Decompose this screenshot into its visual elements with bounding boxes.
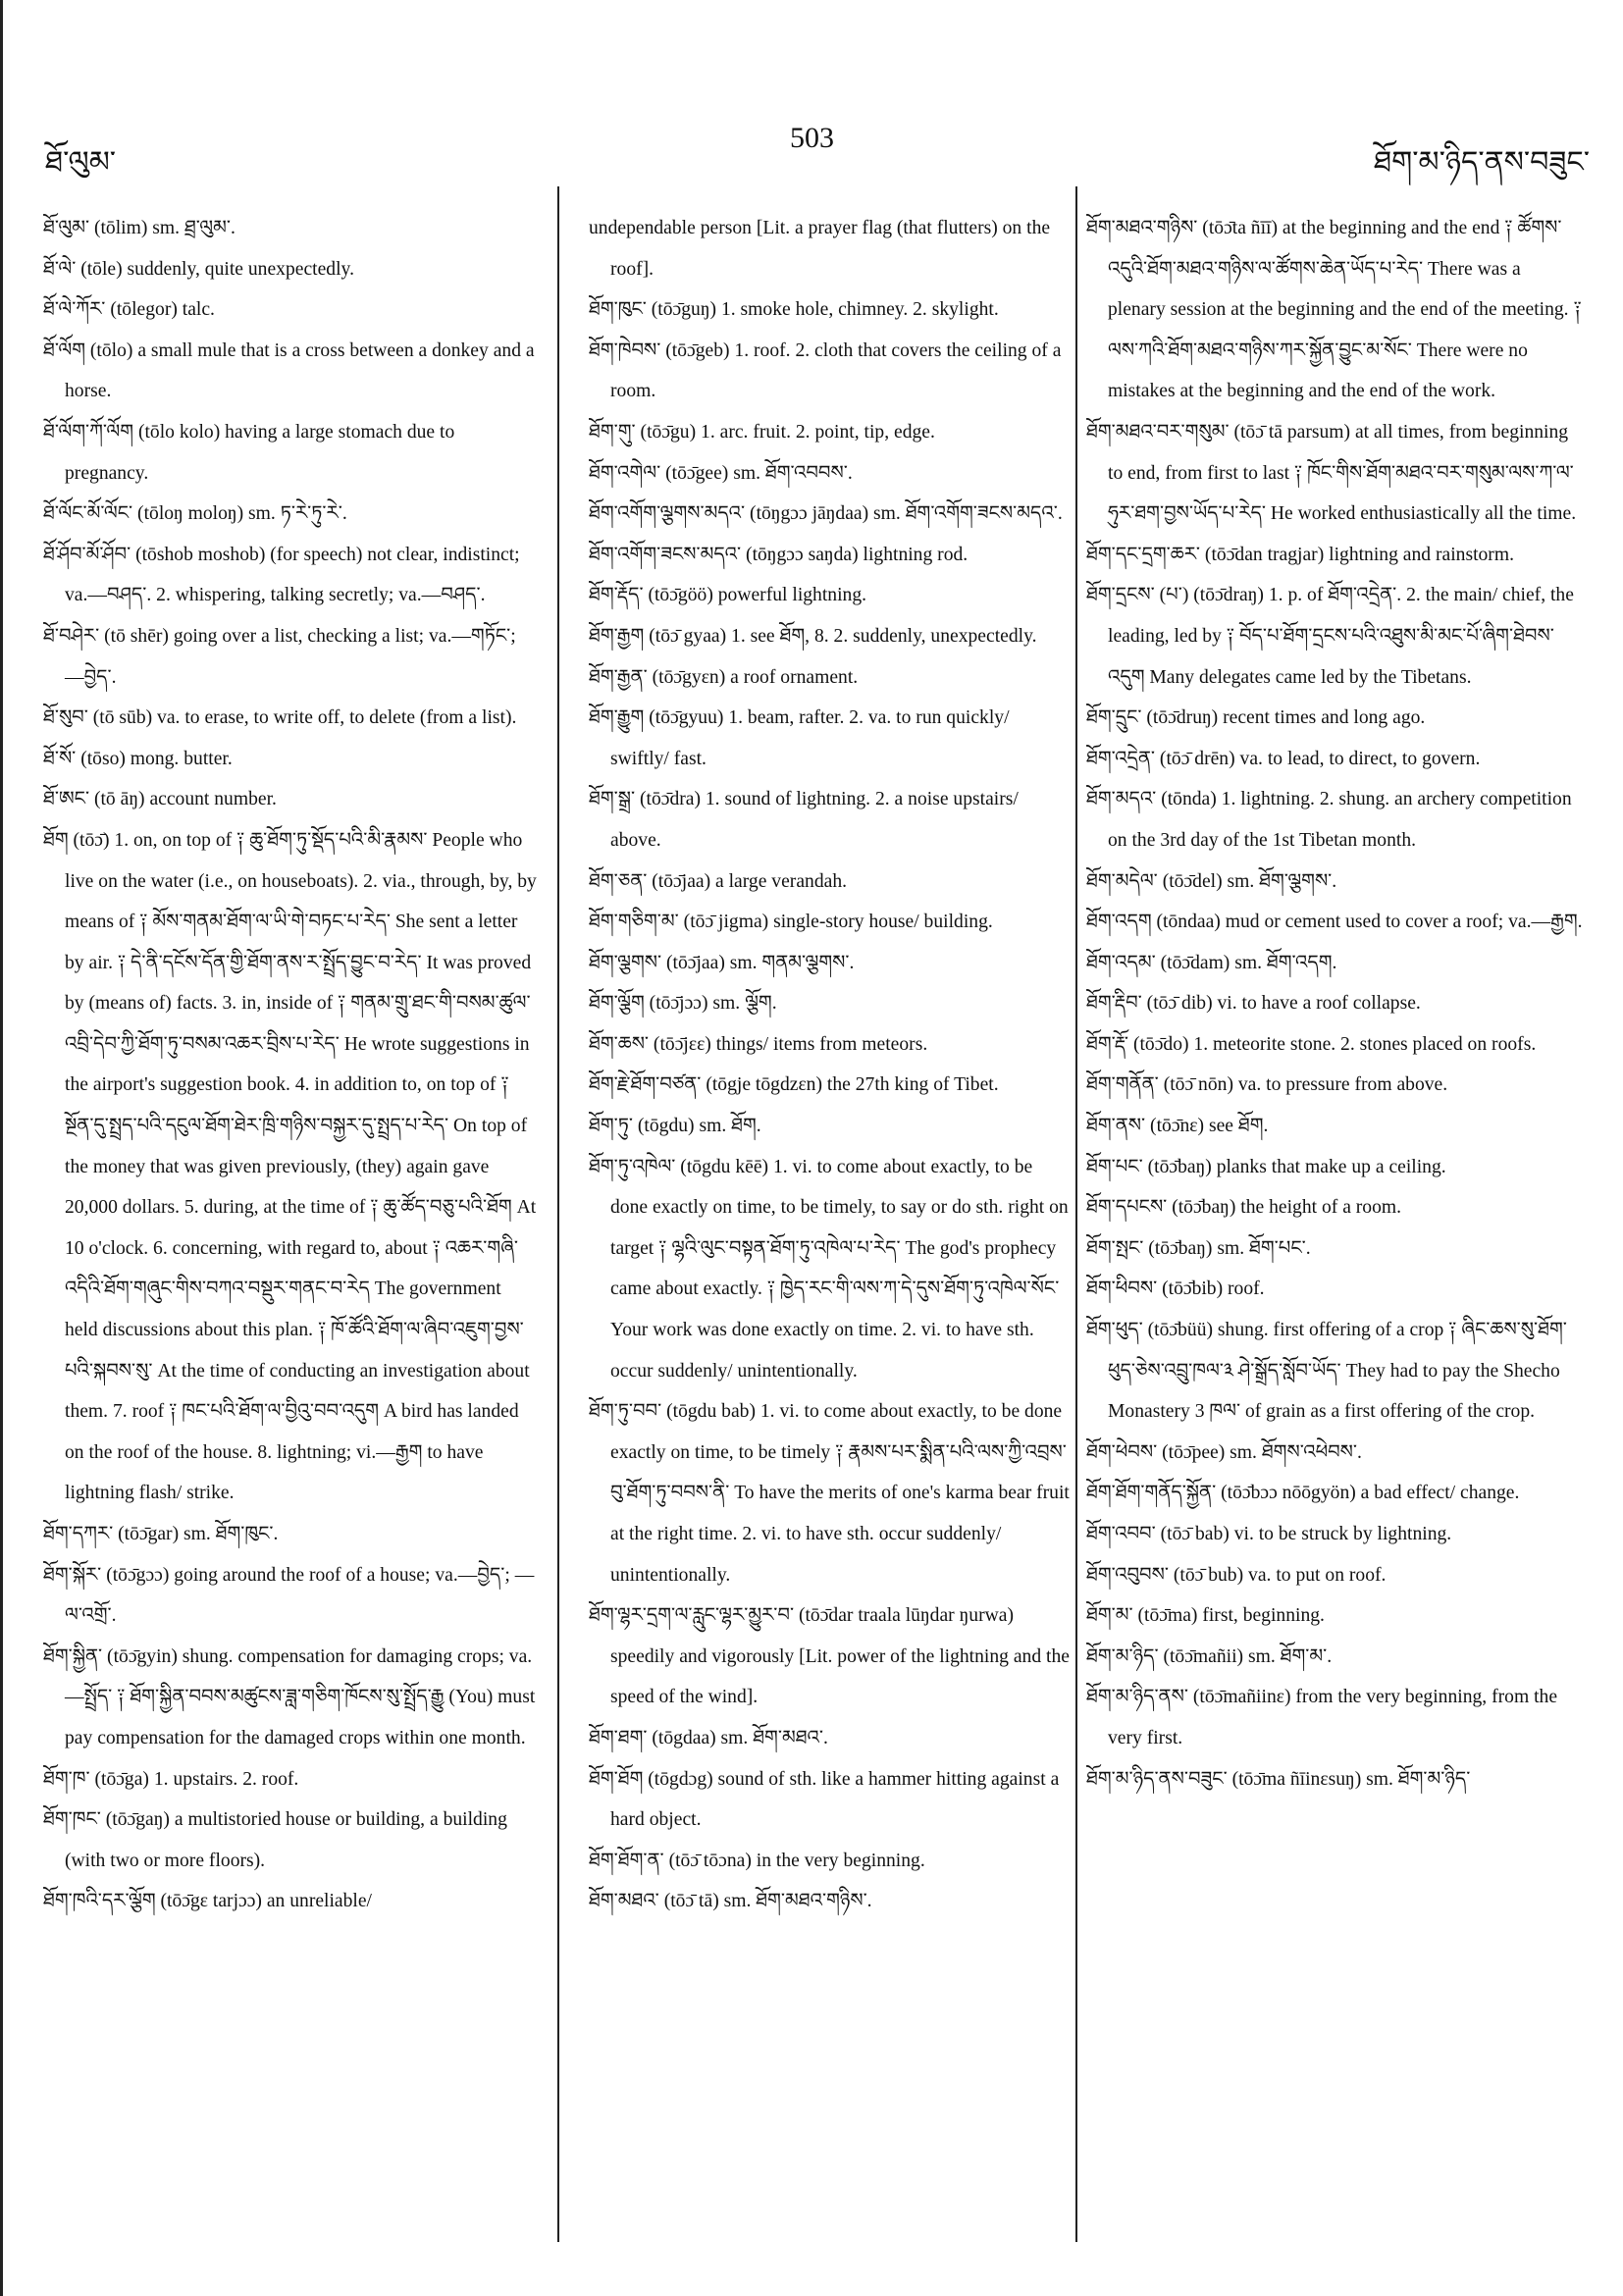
dictionary-entry: ཐོག་སྐོར་ (tōɔ̄gɔɔ) going around the roof of a house; va.—བྱེད་; —ལ་འགྲོ་. bbox=[43, 1564, 535, 1627]
dictionary-entry: ཐོག་ཐོག་ན་ (tōɔ̄ tōɔna) in the very beginning. bbox=[589, 1850, 925, 1871]
dictionary-entry: ཐོག་ཏུ་བབ་ (tōgdu bab) 1. vi. to come about exactly, to be done exactly on time, to be timely ༑ རྣམས་པར་སྨིན་པའི་ལས་ཀྱི་འབྲས་བུ་ཐོག་ཏུ་བབས་ནི་ To have the merits of one's karma bear fruit at the right time. 2. vi. to have sth. occur suddenly/ unintentionally. bbox=[589, 1401, 1070, 1586]
dictionary-entry: ཐོག (tōɔ̄) 1. on, on top of ༑ ཆུ་ཐོག་ཏུ་སྡོད་པའི་མི་རྣམས་ People who live on the water (i.e., on houseboats). 2. via., through, by, by means of ༑ མོས་གནམ་ཐོག་ལ་ཡི་གེ་བཏང་པ་རེད་ She sent a letter by air. ༑ དེ་ནི་དངོས་དོན་གྱི་ཐོག་ནས་ར་སྤྲོད་བྱུང་བ་རེད་ It was proved by (means of) facts. 3. in, inside of ༑ གནམ་གྲུ་ཐང་གི་བསམ་ཚུལ་འབྲི་དེབ་ཀྱི་ཐོག་ཏུ་བསམ་འཆར་བྲིས་པ་རེད་ He wrote suggestions in the airport's suggestion book. 4. in addition to, on top of ༑ སྔོན་དུ་སྤྲད་པའི་དངུལ་ཐོག་ཐེར་ཁྲི་གཉིས་བསྐྱར་དུ་སྤྲད་པ་རེད་ On top of the money that was given previously, (they) again gave 20,000 dollars. 5. during, at the time of ༑ ཆུ་ཚོད་བཅུ་པའི་ཐོག At 10 o'clock. 6. concerning, with regard to, about ༑ འཆར་གཞི་འདིའི་ཐོག་གཞུང་གིས་བཀའ་བསྡུར་གནང་བ་རེད The government held discussions about this plan. ༑ ཁོ་ཚོའི་ཐོག་ལ་ཞིབ་འཇུག་བྱས་པའི་སྐབས་སུ་ At the time of conducting an investigation about them. 7. roof ༑ ཁང་པའི་ཐོག་ལ་བྱིའུ་བབ་འདུག A bird has landed on the roof of the house. 8. lightning; vi.—རྒྱག to have lightning flash/ strike. bbox=[43, 829, 537, 1504]
dictionary-entry: ཐོག་རྡིབ་ (tōɔ̄ dib) vi. to have a roof collapse. bbox=[1086, 993, 1421, 1015]
dictionary-entry: ཐོག་གནོན་ (tōɔ̄ nōn) va. to pressure from above. bbox=[1086, 1074, 1448, 1096]
dictionary-entry: ཐོ་སོ་ (tōso) mong. butter. bbox=[43, 748, 233, 769]
dictionary-entry: ཐོག་འདག (tōndaa) mud or cement used to cover a roof; va.—རྒྱག. bbox=[1086, 912, 1583, 933]
dictionary-entry: ཐོག་འདམ་ (tōɔ̄dam) sm. ཐོག་འདག. bbox=[1086, 952, 1337, 973]
page-header bbox=[39, 118, 1590, 180]
dictionary-entry: ཐོག་ཏུ་འཁེལ་ (tōgdu kēē) 1. vi. to come about exactly, to be done exactly on time, to be timely, to say or do sth. right on target ༑ ལྷའི་ལུང་བསྟན་ཐོག་ཏུ་འཁེལ་པ་རེད་ The god's prophecy came about exactly. ༑ ཁྱེད་རང་གི་ལས་ཀ་དེ་དུས་ཐོག་ཏུ་འཁེལ་སོང་ Your work was done exactly on time. 2. vi. to have sth. occur suddenly/ unintentionally. bbox=[589, 1156, 1069, 1382]
dictionary-entry: ཐོག་དྲུང་ (tōɔ̄druŋ) recent times and long ago. bbox=[1086, 707, 1426, 729]
dictionary-entry: undependable person [Lit. a prayer flag (that flutters) on the roof]. bbox=[589, 218, 1051, 280]
dictionary-entry: ཐོ་སུབ་ (tō sūb) va. to erase, to write off, to delete (from a list). bbox=[43, 707, 517, 729]
dictionary-entry: ཐོག་གུ་ (tōɔ̄gu) 1. arc. fruit. 2. point, tip, edge. bbox=[589, 421, 935, 443]
dictionary-entry: ཐོག་དང་དྲག་ཆར་ (tōɔ̄dan tragjar) lightning and rainstorm. bbox=[1086, 544, 1514, 565]
dictionary-entry: ཐོ་ལོང་མོ་ལོང་ (tōloŋ moloŋ) sm. ཏ་རེ་ཏུ་རེ་. bbox=[43, 503, 347, 525]
left-guide-word: ཐོ་ལུམ་ bbox=[45, 145, 117, 180]
dictionary-entry: ཐོག་མ་ཉིད་ (tōɔ̄mañii) sm. ཐོག་མ་. bbox=[1086, 1645, 1333, 1667]
dictionary-entry: ཐོག་ཁང་ (tōɔ̄gaŋ) a multistoried house or building, a building (with two or more floors). bbox=[43, 1809, 507, 1871]
column-3 bbox=[1086, 208, 1583, 2278]
dictionary-entry: ཐོག་ཁའི་དར་ལྕོག (tōɔ̄gɛ tarjɔɔ) an unreliable/ bbox=[43, 1891, 373, 1912]
dictionary-entry: ཐོ་ལེ་ཀོར་ (tōlegor) talc. bbox=[43, 299, 215, 321]
dictionary-entry: ཐོག་དཔངས་ (tōɔ̄baŋ) the height of a room. bbox=[1086, 1197, 1402, 1219]
column-rule-2 bbox=[1075, 186, 1077, 2242]
page-number: 503 bbox=[790, 122, 834, 154]
dictionary-entry: ཐོ་ལོག་ཀོ་ལོག (tōlo kolo) having a large stomach due to pregnancy. bbox=[43, 421, 455, 484]
dictionary-entry: ཐོག་ཕུད་ (tōɔ̄büü) shung. first offering of a crop ༑ ཞིང་ཆས་སུ་ཐོག་ཕུད་ཅེས་འབྲུ་ཁལ་༣ ཤེ་སྒྲོད་སློབ་ཡོད་ They had to pay the Shecho Monastery 3 ཁལ་ of grain as a first offering of the crop. bbox=[1086, 1320, 1567, 1423]
dictionary-entry: ཐོག་མ་ (tōɔ̄ma) first, beginning. bbox=[1086, 1605, 1325, 1627]
dictionary-entry: ཐོག་ཐོག (tōgdɔg) sound of sth. like a hammer hitting against a hard object. bbox=[589, 1768, 1060, 1831]
dictionary-entry: ཐོག་རྒྱན་ (tōɔ̄gyɛn) a roof ornament. bbox=[589, 666, 859, 688]
dictionary-entry: ཐོག་མ་ཉིད་ནས་ (tōɔ̄mañiinɛ) from the very beginning, from the very first. bbox=[1086, 1687, 1558, 1748]
dictionary-entry: ཐོག་འགོག་ཟངས་མདའ་ (tōŋgɔɔ saŋda) lightning rod. bbox=[589, 544, 969, 565]
dictionary-entry: ཐོག་ཕིབས་ (tōɔ̄bib) roof. bbox=[1086, 1278, 1265, 1300]
dictionary-entry: ཐོ་ལོག (tōlo) a small mule that is a cross between a donkey and a horse. bbox=[43, 339, 535, 402]
dictionary-entry: ཐོག་འགེལ་ (tōɔ̄gee) sm. ཐོག་འབབས་. bbox=[589, 462, 853, 484]
dictionary-entry: ཐོག་ལྕོག (tōɔ̄jɔɔ) sm. ལྕོག. bbox=[589, 993, 777, 1015]
dictionary-entry: ཐོག་སྤང་ (tōɔ̄baŋ) sm. ཐོག་པང་. bbox=[1086, 1237, 1311, 1259]
dictionary-entry: ཐོག་ཐོག་གནོད་སྐྱོན་ (tōɔ̄bɔɔ nōōgyön) a bad effect/ change. bbox=[1086, 1483, 1520, 1504]
dictionary-entry: ཐོག་འགོག་ལྕགས་མདའ་ (tōŋgɔɔ jāŋdaa) sm. ཐོག་འགོག་ཟངས་མདའ་. bbox=[589, 503, 1063, 525]
dictionary-entry: ཐོ་ཨང་ (tō āŋ) account number. bbox=[43, 789, 277, 810]
dictionary-entry: ཐོག་རྡོད་ (tōɔ̄göö) powerful lightning. bbox=[589, 585, 867, 606]
dictionary-entry: ཐོག་དཀར་ (tōɔ̄gar) sm. ཐོག་ཁུང་. bbox=[43, 1524, 279, 1544]
dictionary-entry: ཐོག་རྒྱག (tōɔ̄ gyaa) 1. see ཐོག, 8. 2. suddenly, unexpectedly. bbox=[589, 625, 1037, 647]
dictionary-entry: ཐོག་རྗེ་ཐོག་བཙན་ (tōgje tōgdzɛn) the 27th king of Tibet. bbox=[589, 1074, 999, 1096]
dictionary-entry: ཐོག་ལྕགས་ (tōɔ̄jaa) sm. གནམ་ལྕགས་. bbox=[589, 952, 855, 973]
dictionary-entry: ཐོག་མཐའ་བར་གསུམ་ (tōɔ̄ tā parsum) at all times, from beginning to end, from first to last ༑ ཁོང་གིས་ཐོག་མཐའ་བར་གསུམ་ལས་ཀ་ལ་ཧུར་ཐག་བྱས་ཡོད་པ་རེད་ He worked enthusiastically all the time. bbox=[1086, 421, 1577, 525]
dictionary-entry: ཐོག་པང་ (tōɔ̄baŋ) planks that make up a ceiling. bbox=[1086, 1156, 1446, 1177]
column-2 bbox=[589, 208, 1070, 2278]
right-guide-word: ཐོག་མ་ཉིད་ནས་བཟུང་ bbox=[1374, 145, 1590, 180]
dictionary-entry: ཐོག་ཐག་ (tōgdaa) sm. ཐོག་མཐའ་. bbox=[589, 1727, 828, 1748]
dictionary-entry: ཐོག་འབབ་ (tōɔ̄ bab) vi. to be struck by lightning. bbox=[1086, 1524, 1452, 1544]
dictionary-entry: ཐོག་ཁ་ (tōɔ̄ga) 1. upstairs. 2. roof. bbox=[43, 1768, 299, 1790]
dictionary-entry: ཐོག་འདྲེན་ (tōɔ̄ drēn) va. to lead, to direct, to govern. bbox=[1086, 748, 1481, 769]
dictionary-entry: ཐོག་ཕེབས་ (tōɔ̄pee) sm. ཐོགས་འཕེབས་. bbox=[1086, 1441, 1362, 1463]
page-edge-line bbox=[0, 0, 3, 2296]
dictionary-entry: ཐོ་ལུམ་ (tōlim) sm. ཐྲ་ལུམ་. bbox=[43, 218, 236, 238]
dictionary-entry: ཐོག་སྒྲ་ (tōɔ̄dra) 1. sound of lightning. 2. a noise upstairs/ above. bbox=[589, 789, 1019, 851]
dictionary-entry: ཐོག་ཆས་ (tōɔ̄jɛɛ) things/ items from meteors. bbox=[589, 1033, 928, 1055]
dictionary-entry: ཐོག་མདའ་ (tōnda) 1. lightning. 2. shung. an archery competition on the 3rd day of the 1st Tibetan month. bbox=[1086, 789, 1572, 851]
dictionary-entry: ཐོག་མཐའ་གཉིས་ (tōɔ̄ta ñīī) at the beginning and the end ༑ ཚོགས་འདུའི་ཐོག་མཐའ་གཉིས་ལ་ཚོགས་ཆེན་ཡོད་པ་རེད་ There was a plenary session at the beginning and the end of the meeting. ༑ ལས་ཀའི་ཐོག་མཐའ་གཉིས་ཀར་སྐྱོན་བྱུང་མ་སོང་ There were no mistakes at the beginning and the end of the work. bbox=[1086, 218, 1582, 402]
dictionary-entry: ཐོག་ཁུང་ (tōɔ̄guŋ) 1. smoke hole, chimney. 2. skylight. bbox=[589, 299, 999, 321]
dictionary-entry: ཐོག་མཐའ་ (tōɔ̄ tā) sm. ཐོག་མཐའ་གཉིས་. bbox=[589, 1891, 872, 1912]
dictionary-entry: ཐོག་འབུབས་ (tōɔ̄ bub) va. to put on roof. bbox=[1086, 1564, 1387, 1586]
dictionary-entry: ཐོག་གཅིག་མ་ (tōɔ̄ jigma) single-story house/ building. bbox=[589, 912, 993, 933]
dictionary-entry: ཐོག་དྲངས་ (པ་) (tōɔ̄draŋ) 1. p. of ཐོག་འདྲེན་. 2. the main/ chief, the leading, led by ༑ བོད་པ་ཐོག་དྲངས་པའི་འཐུས་མི་མང་པོ་ཞིག་ཐེབས་འདུག Many delegates came led by the Tibetans. bbox=[1086, 585, 1574, 688]
dictionary-entry: ཐོག་ཁེབས་ (tōɔ̄geb) 1. roof. 2. cloth that covers the ceiling of a room. bbox=[589, 339, 1062, 402]
dictionary-entry: ཐོ་ཤོབ་མོ་ཤོབ་ (tōshob moshob) (for speech) not clear, indistinct; va.—བཤད་. 2. whispering, talking secretly; va.—བཤད་. bbox=[43, 544, 520, 606]
dictionary-entry: ཐོག་ཏུ་ (tōgdu) sm. ཐོག. bbox=[589, 1116, 761, 1137]
dictionary-entry: ཐོག་ལྷར་དྲག་ལ་རླུང་ལྷར་མྱུར་བ་ (tōɔ̄dar traala lūŋdar ŋurwa) speedily and vigorously [Lit. power of the lightning and the speed of the wind]. bbox=[589, 1605, 1070, 1708]
column-rule-1 bbox=[557, 186, 559, 2242]
dictionary-entry: ཐོག་རྡོ་ (tōɔ̄do) 1. meteorite stone. 2. stones placed on roofs. bbox=[1086, 1033, 1537, 1055]
dictionary-entry: ཐོག་ཅན་ (tōɔ̄jaa) a large verandah. bbox=[589, 870, 848, 892]
dictionary-entry: ཐོག་མ་ཉིད་ནས་བཟུང་ (tōɔ̄ma ñīinɛsuŋ) sm. ཐོག་མ་ཉིད་ bbox=[1086, 1768, 1471, 1790]
dictionary-entry: ཐོག་མདེལ་ (tōɔ̄del) sm. ཐོག་ལྕགས་. bbox=[1086, 870, 1337, 892]
dictionary-entry: ཐོག་རྒྱུག (tōɔ̄gyuu) 1. beam, rafter. 2. va. to run quickly/ swiftly/ fast. bbox=[589, 707, 1010, 769]
column-1 bbox=[43, 208, 539, 2278]
dictionary-entry: ཐོ་ལེ་ (tōle) suddenly, quite unexpectedly. bbox=[43, 258, 354, 280]
dictionary-entry: ཐོག་ནས་ (tōɔ̄nɛ) see ཐོག. bbox=[1086, 1116, 1269, 1137]
dictionary-entry: ཐོ་བཤེར་ (tō shēr) going over a list, checking a list; va.—གཏོང་; —བྱེད་. bbox=[43, 625, 516, 688]
dictionary-entry: ཐོག་སྐྱིན་ (tōɔ̄gyin) shung. compensation for damaging crops; va.—སྤྲོད་ ༑ ཐོག་སྐྱིན་བབས་མཚུངས་ཟླ་གཅིག་ཁོངས་སུ་སྤྲོད་རྒྱུ (You) must pay compensation for the damaged crops within one month. bbox=[43, 1645, 536, 1748]
